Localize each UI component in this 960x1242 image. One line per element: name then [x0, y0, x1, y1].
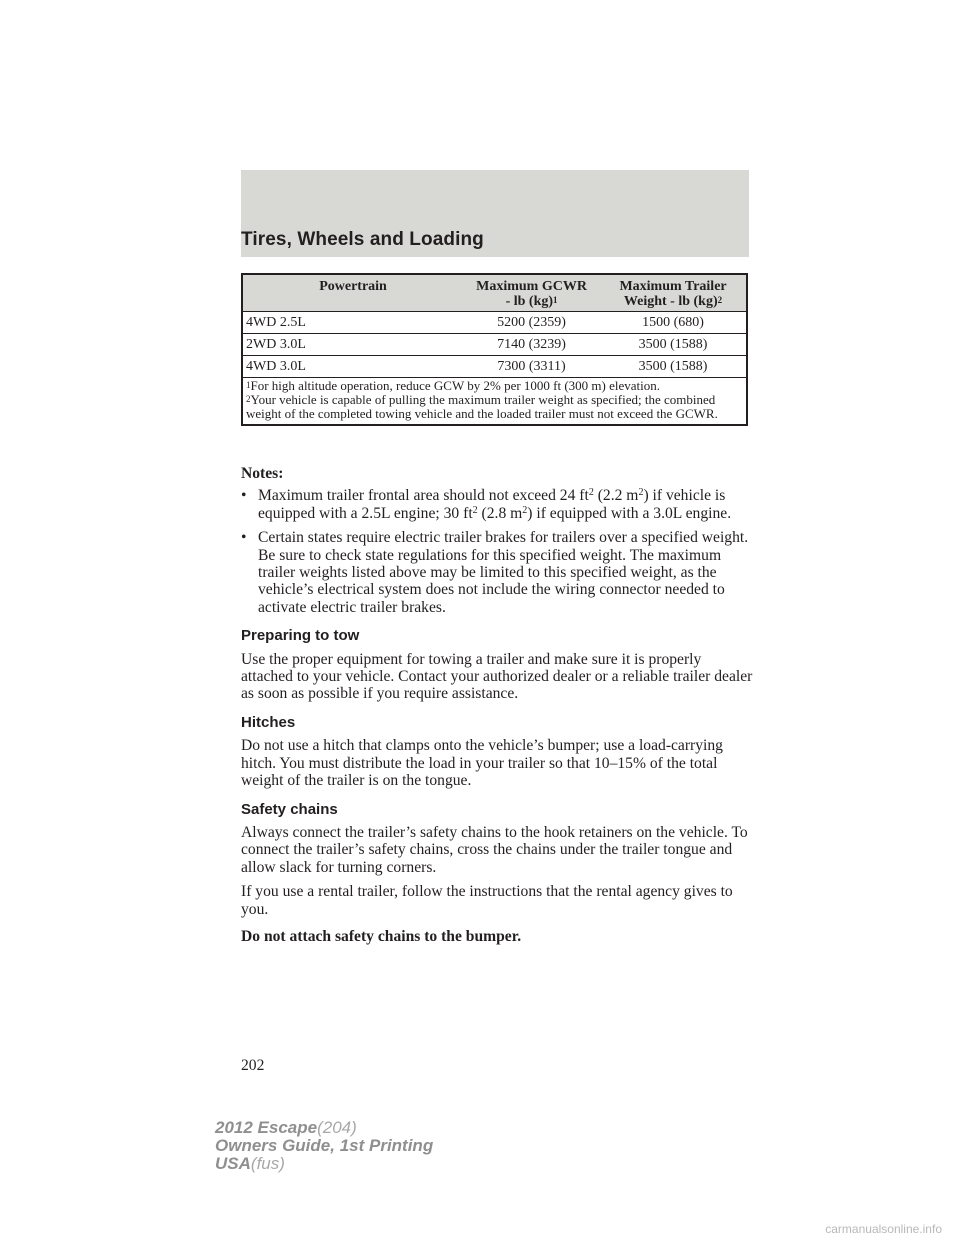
- cell-trailer-weight: 3500 (1588): [600, 334, 747, 356]
- cell-powertrain: 2WD 3.0L: [242, 334, 463, 356]
- paragraph-rental-trailer: If you use a rental trailer, follow the instructions that the rental agency gives to you.: [241, 883, 733, 918]
- footer-line-1: 2012 Escape(204): [215, 1118, 357, 1137]
- cell-powertrain: 4WD 2.5L: [242, 312, 463, 334]
- paragraph-hitches: Do not use a hitch that clamps onto the vehicle’s bumper; use a load-carrying hitch. You must distribute the load in your trailer so that 10–15% of the total weight of the trailer is on the tongue.: [241, 737, 723, 790]
- header-powertrain: Powertrain: [242, 274, 463, 312]
- footer-line-2: Owners Guide, 1st Printing: [215, 1136, 434, 1155]
- table-header-row: [242, 274, 747, 312]
- footnote-1: $^1$For high altitude operation, reduce GCW by 2% per 1000 ft (300 m) elevation.: [246, 378, 661, 393]
- table-row: [242, 334, 747, 356]
- bullet-icon: •: [241, 487, 247, 505]
- watermark: carmanualsonline.info: [825, 1222, 942, 1236]
- table-row: [242, 356, 747, 378]
- note-electric-brakes: Certain states require electric trailer brakes for trailers over a specified weight. Be sure to check state regulations for this specified weight. The maximum trailer weights listed above may be limited to this specified weight, as the vehicle’s electrical system does not include the wiring connector needed to activate electric trailer brakes.: [258, 529, 749, 616]
- print-footer: [215, 1119, 433, 1173]
- section-title: Tires, Wheels and Loading: [241, 229, 484, 250]
- table-row: [242, 312, 747, 334]
- cell-gcwr: 5200 (2359): [463, 312, 600, 334]
- warning-bumper: Do not attach safety chains to the bumper.: [241, 927, 522, 945]
- table-footnotes-row: [242, 378, 747, 426]
- note-frontal-area: Maximum trailer frontal area should not exceed 24 $ft^2$ (2.2 $m^2$) if vehicle is equipped with a 2.5L engine; 30 $ft^2$ (2.8 $m^2$) if equipped with a 3.0L engine.: [258, 487, 732, 522]
- bullet-icon: •: [241, 529, 247, 547]
- header-max-gcwr: Maximum GCWR - lb (kg)$^1$: [463, 274, 600, 312]
- list-item: [241, 529, 756, 616]
- header-max-trailer-weight: Maximum Trailer Weight - lb (kg)$^2$: [600, 274, 747, 312]
- page-number: 202: [241, 1057, 265, 1074]
- paragraph-safety-chains: Always connect the trailer’s safety chains to the hook retainers on the vehicle. To connect the trailer’s safety chains, cross the chains under the trailer tongue and allow slack for turning corners.: [241, 823, 748, 876]
- list-item: [241, 487, 756, 522]
- cell-trailer-weight: 1500 (680): [600, 312, 747, 334]
- paragraph-preparing-to-tow: Use the proper equipment for towing a trailer and make sure it is properly attached to your vehicle. Contact your authorized dealer or a reliable trailer dealer as soon as possible if you require assistance.: [241, 650, 753, 703]
- footer-line-3: USA(fus): [215, 1154, 285, 1173]
- footnote-2: $^2$Your vehicle is capable of pulling the maximum trailer weight as specified; the combined weight of the completed towing vehicle and the loaded trailer must not exceed the GCWR.: [246, 392, 718, 421]
- heading-hitches: Hitches: [241, 713, 296, 731]
- cell-gcwr: 7300 (3311): [463, 356, 600, 378]
- cell-trailer-weight: 3500 (1588): [600, 356, 747, 378]
- body-text: [241, 465, 756, 952]
- cell-powertrain: 4WD 3.0L: [242, 356, 463, 378]
- heading-safety-chains: Safety chains: [241, 800, 338, 818]
- cell-gcwr: 7140 (3239): [463, 334, 600, 356]
- heading-preparing-to-tow: Preparing to tow: [241, 627, 360, 645]
- notes-heading: Notes:: [241, 465, 284, 482]
- trailer-weight-table: [241, 273, 748, 426]
- table-footnotes: [242, 378, 747, 426]
